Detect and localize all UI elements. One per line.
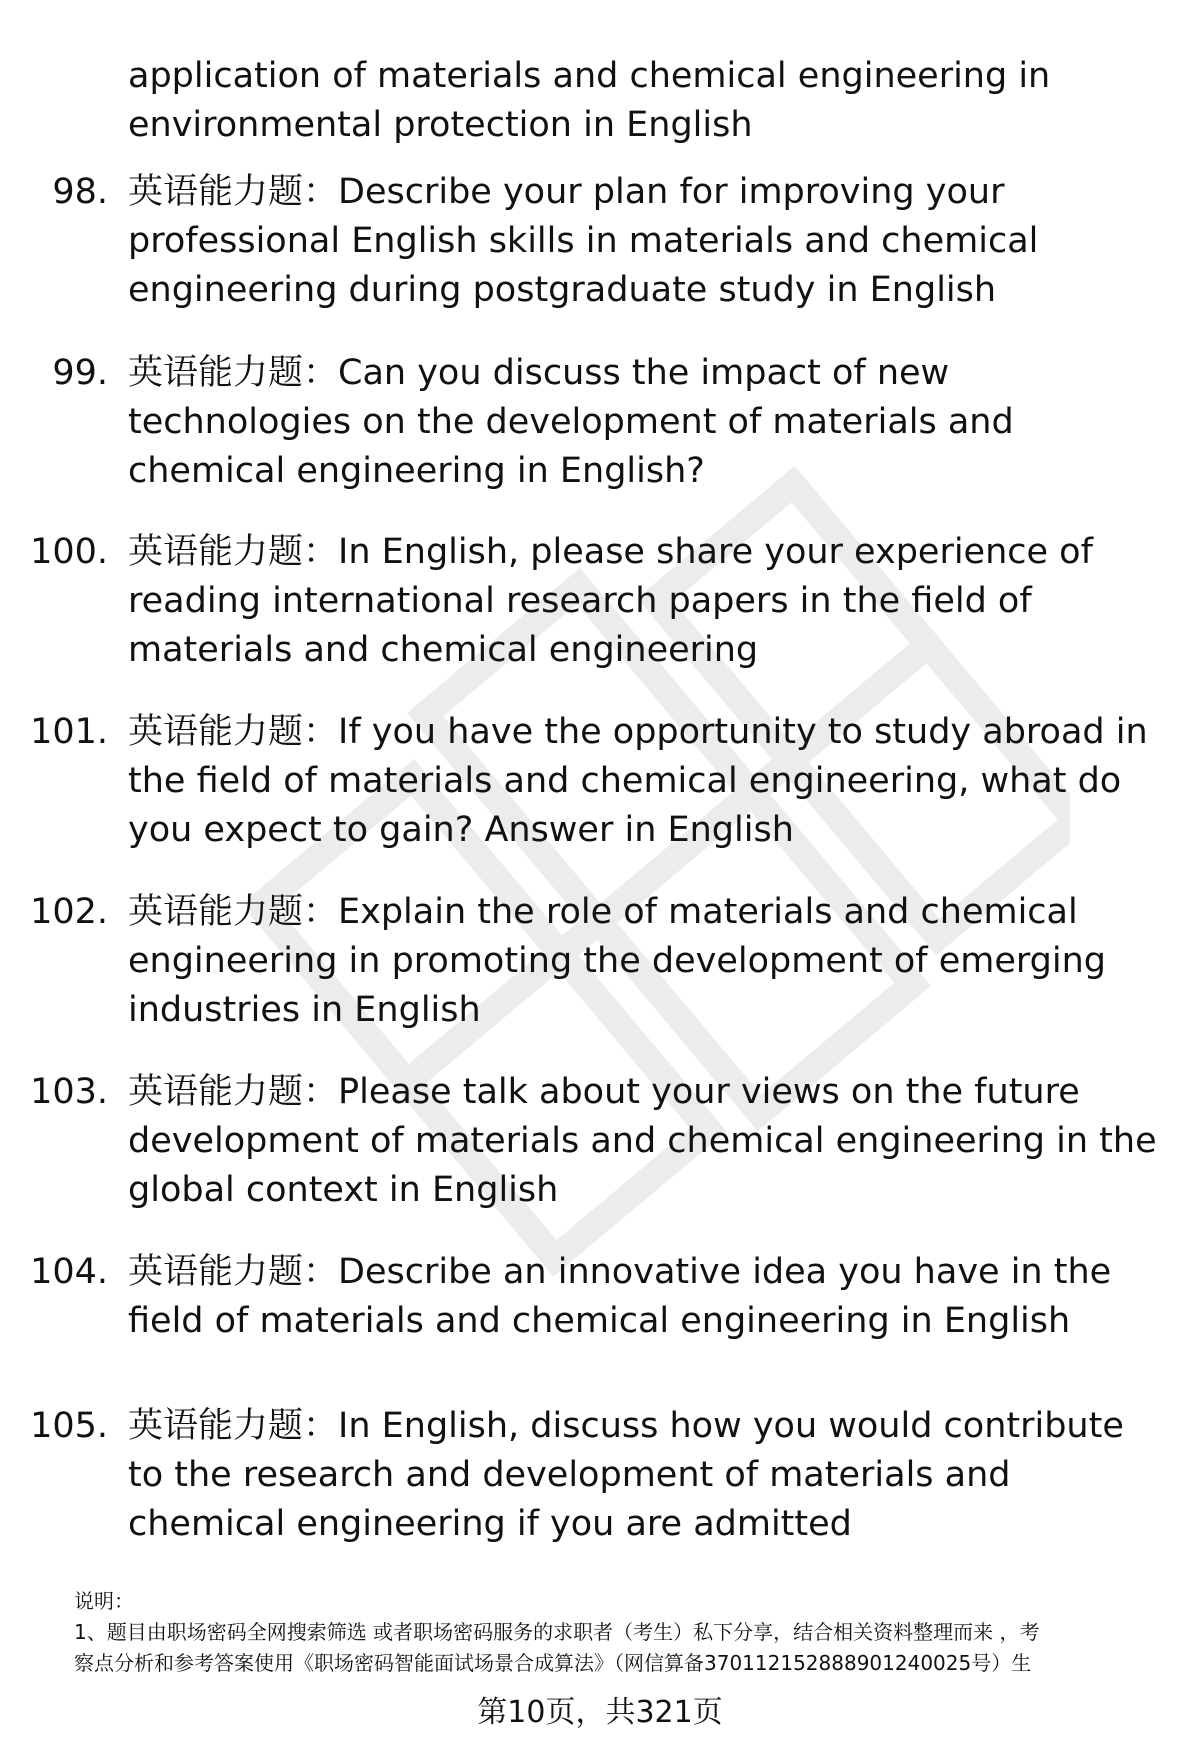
question-number: 99. <box>52 353 108 393</box>
question-text-block <box>128 168 1158 315</box>
question-text: In English, discuss how you would contribute to the research and development of materials and chemical engineering if you are admitted <box>128 1406 1124 1544</box>
question-number: 105. <box>30 1406 108 1446</box>
question-number: 104. <box>30 1252 108 1292</box>
question-text-block <box>128 528 1158 675</box>
question-text-block <box>128 1248 1158 1346</box>
question-tag: 英语能力题： <box>128 532 339 572</box>
question-text: Describe your plan for improving your professional English skills in materials and chemical engineering during postgraduate study in English <box>128 172 1039 310</box>
question-text: Please talk about your views on the future development of materials and chemical engineering in the global context in English <box>128 1072 1157 1210</box>
question-text-block <box>128 888 1158 1035</box>
page-number: 第10页，共321页 <box>477 1695 723 1730</box>
question-text-block <box>128 708 1158 855</box>
question-tag: 英语能力题： <box>128 1072 339 1112</box>
question-text: Describe an innovative idea you have in the field of materials and chemical engineering in English <box>128 1252 1112 1341</box>
question-number: 100. <box>30 532 108 572</box>
question-tag: 英语能力题： <box>128 1406 339 1446</box>
question-number: 101. <box>30 712 108 752</box>
notes-line: 察点分析和参考答案使用《职场密码智能面试场景合成算法》（网信算备370112152888901240025号）生 <box>74 1651 1032 1675</box>
question-tag: 英语能力题： <box>128 712 339 752</box>
question-tag: 英语能力题： <box>128 892 339 932</box>
question-text-block <box>128 1402 1158 1549</box>
question-text-block <box>128 349 1158 496</box>
question-tag: 英语能力题： <box>128 1252 339 1292</box>
question-tag: 英语能力题： <box>128 172 339 212</box>
notes-line: 1、题目由职场密码全网搜索筛选 或者职场密码服务的求职者（考生）私下分享，结合相关资料整理而来 ，考 <box>74 1620 1040 1644</box>
question-number: 103. <box>30 1072 108 1112</box>
question-text-block <box>128 1068 1158 1215</box>
notes-section <box>74 1586 1164 1679</box>
notes-heading: 说明： <box>74 1589 134 1613</box>
question-number: 102. <box>30 892 108 932</box>
question-text: application of materials and chemical engineering in environmental protection in English <box>128 56 1051 145</box>
question-text: If you have the opportunity to study abroad in the field of materials and chemical engineering, what do you expect to gain? Answer in English <box>128 712 1148 850</box>
question-text: In English, please share your experience of reading international research papers in the field of materials and chemical engineering <box>128 532 1093 670</box>
question-text-block <box>128 52 1158 150</box>
question-text: Can you discuss the impact of new technologies on the development of materials and chemical engineering in English? <box>128 353 1014 491</box>
question-number: 98. <box>52 172 108 212</box>
question-text: Explain the role of materials and chemical engineering in promoting the development of emerging industries in English <box>128 892 1107 1030</box>
question-tag: 英语能力题： <box>128 353 339 393</box>
